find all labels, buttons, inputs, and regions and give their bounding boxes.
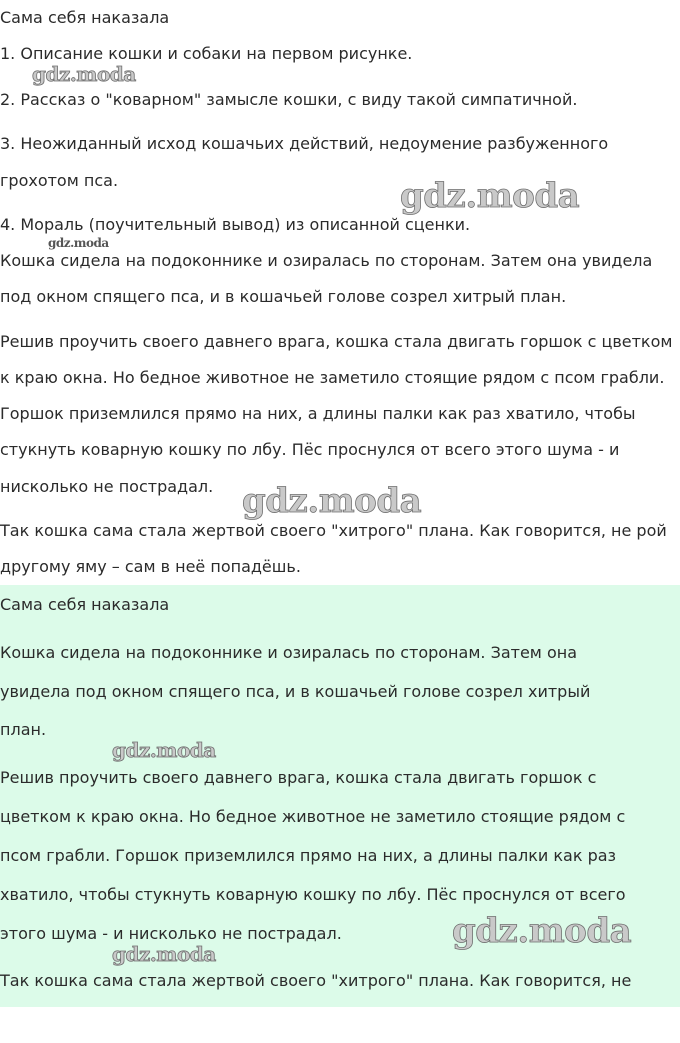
answer-line: хватило, чтобы стукнуть коварную кошку по лбу. Пёс проснулся от всего <box>0 885 626 904</box>
section-2-title: Сама себя наказала <box>0 595 170 614</box>
story-line: Кошка сидела на подоконнике и озиралась по сторонам. Затем она увидела <box>0 251 653 270</box>
watermark-logo: gdz.moda <box>242 481 422 521</box>
answer-line: этого шума - и нисколько не пострадал. <box>0 924 342 943</box>
story-line: под окном спящего пса, и в кошачьей голове созрел хитрый план. <box>0 287 567 306</box>
watermark-logo: gdz.moda <box>32 62 136 86</box>
story-line: Горшок приземлился прямо на них, а длины палки как раз хватило, чтобы <box>0 404 636 423</box>
plan-item-3-continued: грохотом пса. <box>0 171 119 190</box>
story-line: Решив проучить своего давнего врага, кошка стала двигать горшок с цветком <box>0 332 673 351</box>
story-line: к краю окна. Но бедное животное не заметило стоящие рядом с псом грабли. <box>0 368 665 387</box>
watermark-logo: gdz.moda <box>48 236 109 250</box>
story-line: Так кошка сама стала жертвой своего "хитрого" плана. Как говорится, не рой <box>0 521 667 540</box>
answer-line: цветком к краю окна. Но бедное животное не заметило стоящие рядом с <box>0 807 626 826</box>
answer-line: псом грабли. Горшок приземлился прямо на них, а длины палки как раз <box>0 846 617 865</box>
plan-item-4: 4. Мораль (поучительный вывод) из описанной сценки. <box>0 215 471 234</box>
answer-line: Кошка сидела на подоконнике и озиралась по сторонам. Затем она <box>0 643 577 662</box>
answer-line: Так кошка сама стала жертвой своего "хитрого" плана. Как говорится, не <box>0 971 632 990</box>
answer-line: увидела под окном спящего пса, и в кошачьей голове созрел хитрый <box>0 682 591 701</box>
watermark-logo: gdz.moda <box>452 911 632 951</box>
story-line: нисколько не пострадал. <box>0 477 214 496</box>
plan-item-3: 3. Неожиданный исход кошачьих действий, недоумение разбуженного <box>0 134 609 153</box>
plan-item-2: 2. Рассказ о "коварном" замысле кошки, с виду такой симпатичной. <box>0 90 578 109</box>
section-1-title: Сама себя наказала <box>0 8 170 27</box>
watermark-logo: gdz.moda <box>112 942 216 966</box>
plan-item-1: 1. Описание кошки и собаки на первом рисунке. <box>0 44 413 63</box>
answer-line: Решив проучить своего давнего врага, кошка стала двигать горшок с <box>0 768 597 787</box>
answer-line: план. <box>0 720 47 739</box>
watermark-logo: gdz.moda <box>112 738 216 762</box>
watermark-logo: gdz.moda <box>400 176 580 216</box>
story-line: другому яму – сам в неё попадёшь. <box>0 557 301 576</box>
story-line: стукнуть коварную кошку по лбу. Пёс проснулся от всего этого шума - и <box>0 440 620 459</box>
